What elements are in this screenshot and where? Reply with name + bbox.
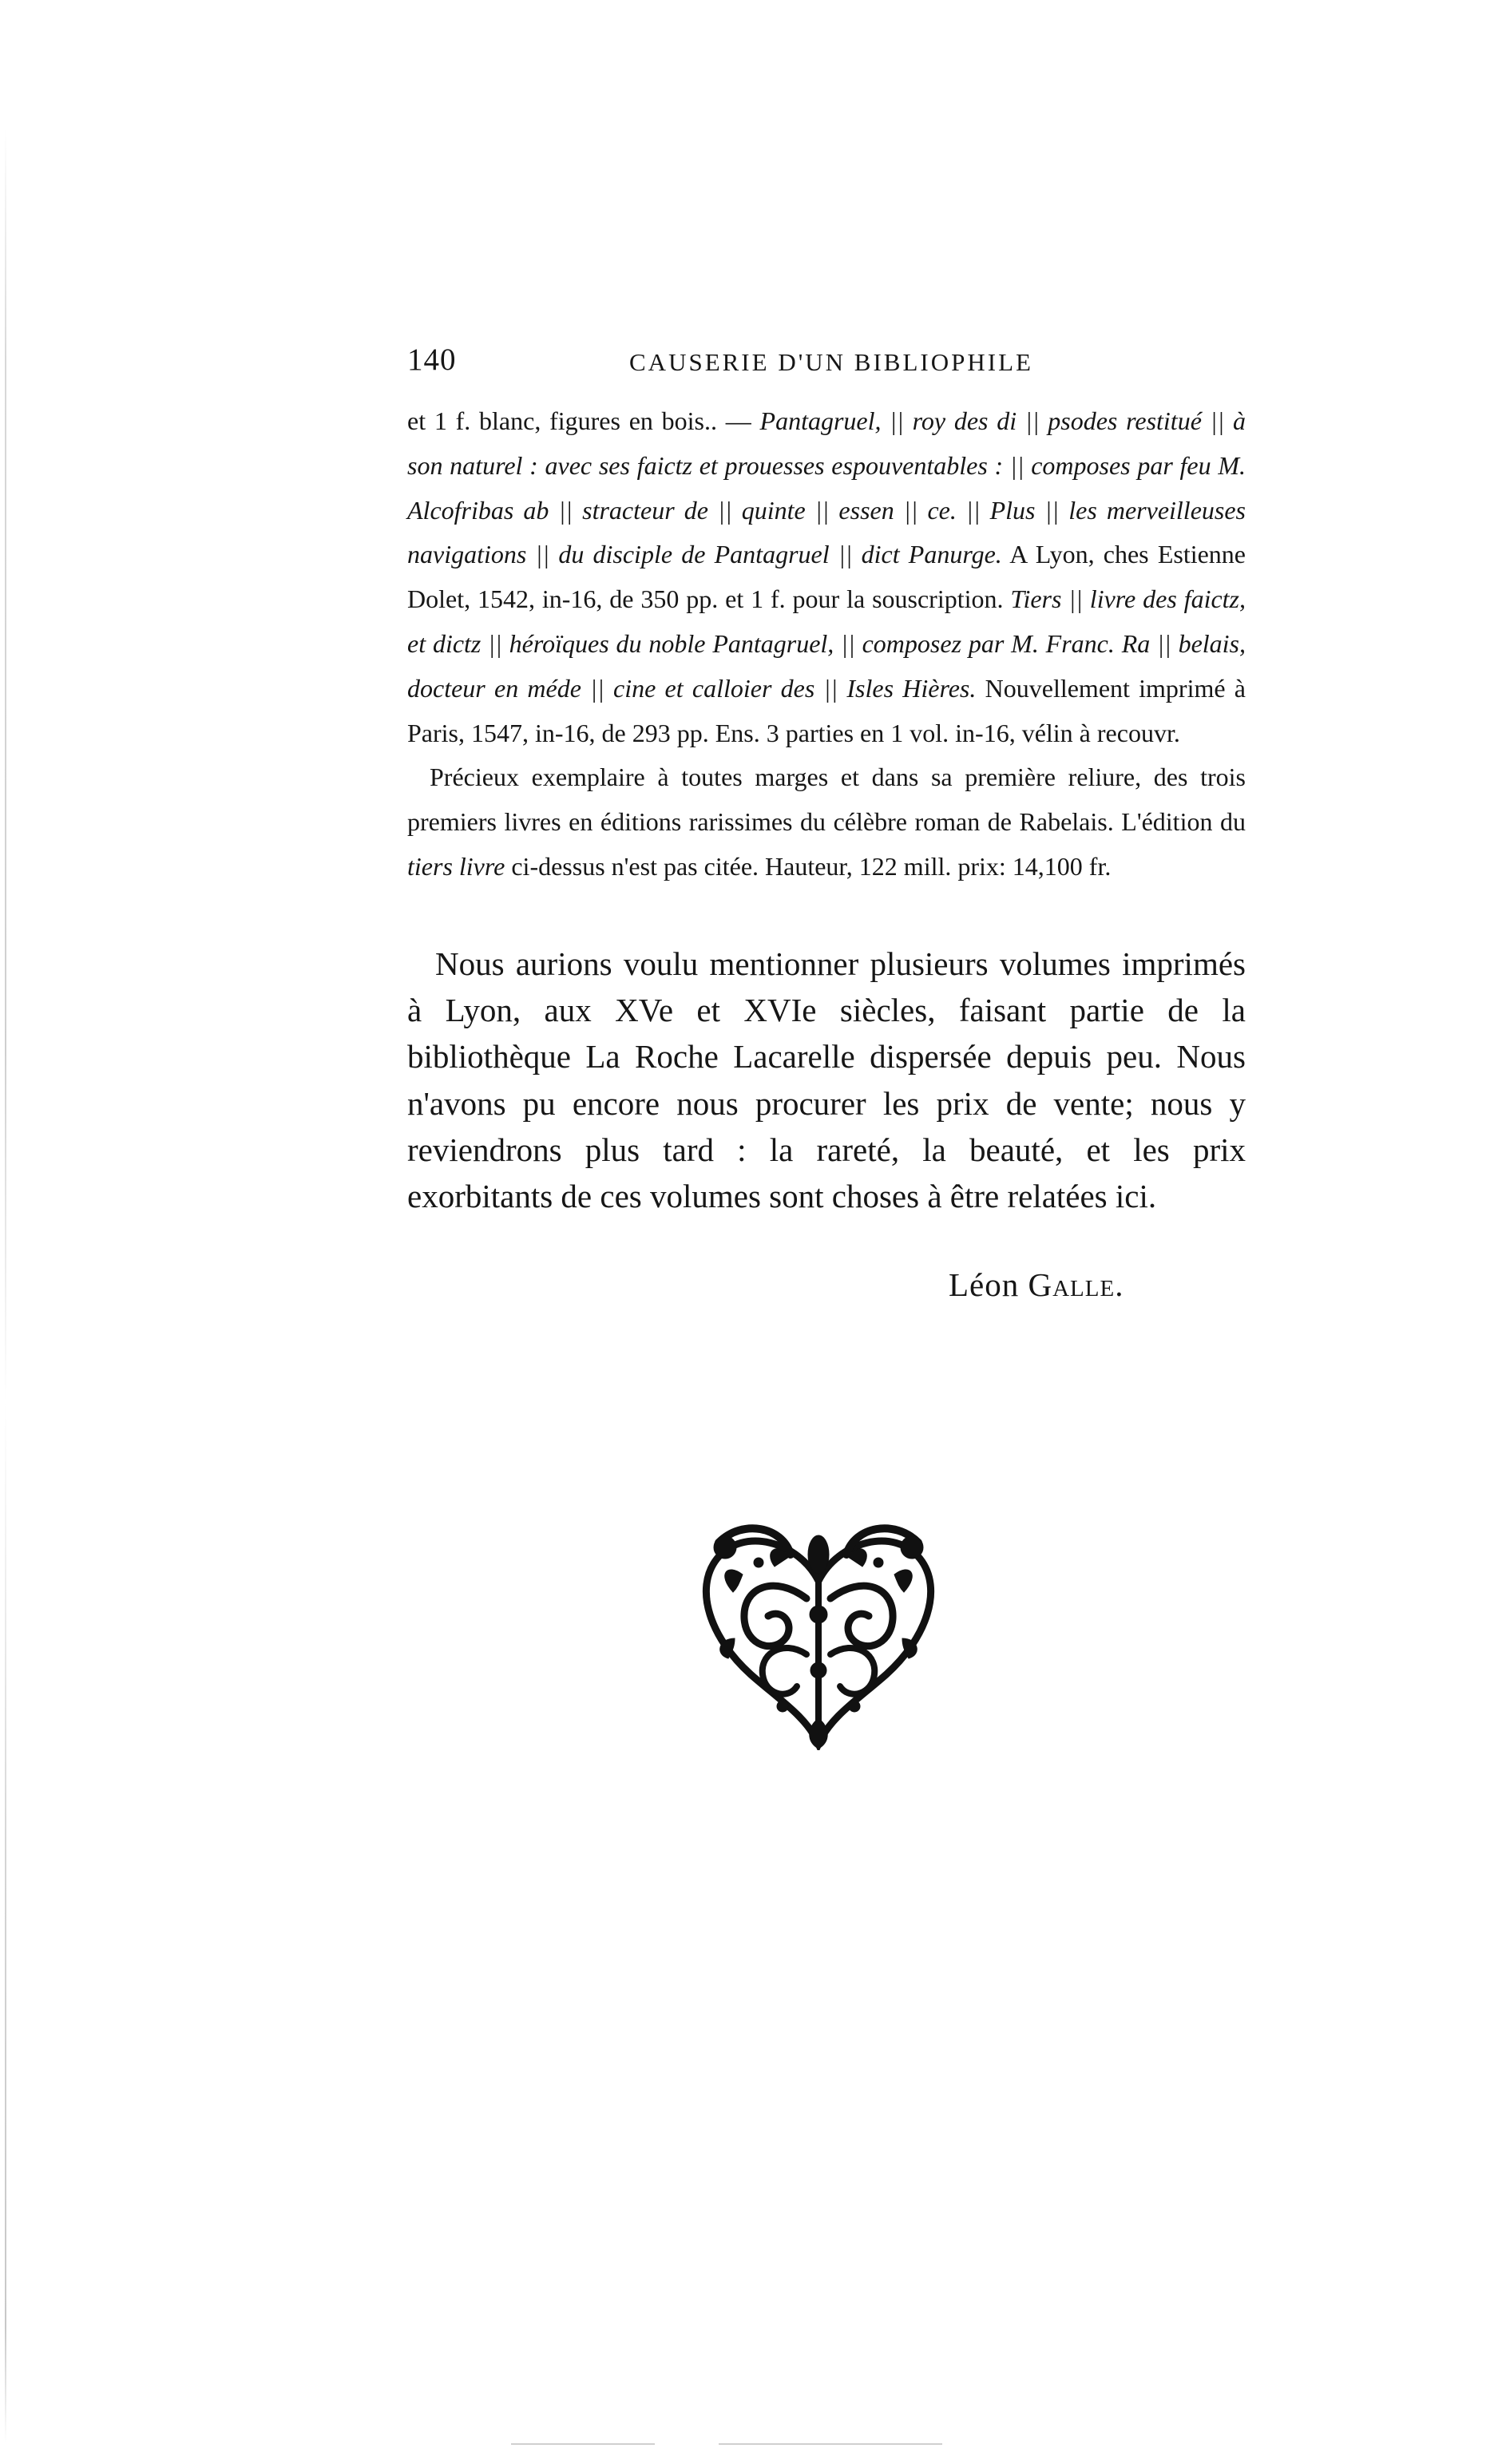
notice-text: ci-dessus n'est pas citée. Hauteur, 122 mill. prix: 14,100 fr. [505, 851, 1112, 881]
notice-text: et 1 f. blanc, figures en bois.. — [407, 406, 760, 435]
scan-bottom-rule [719, 2443, 942, 2445]
page-number: 140 [407, 343, 457, 377]
main-text [407, 941, 1246, 1219]
running-head: CAUSERIE D'UN BIBLIOPHILE [629, 348, 1033, 376]
notice-title-italic: tiers livre [407, 851, 505, 881]
notice-text: Précieux exemplaire à toutes marges et dans sa première reliure, des trois premiers livres en éditions rarissimes du célèbre roman de Rabelais. L'édition du [407, 763, 1246, 837]
signature-first-name: Léon [949, 1266, 1028, 1303]
notice-title-italic: Tiers || livre des faictz, et dictz || héroïques du noble Pantagruel, || composez par M. Franc. Ra || belais, docteur en méde || cine et calloier des || Isles Hières. [407, 584, 1246, 703]
author-signature [949, 1266, 1124, 1304]
notice-description [407, 755, 1246, 889]
notice-title-italic: Pantagruel, || roy des di || psodes restitué || à son naturel : avec ses faictz et prouesses espouventables : || composes par feu M. Alcofribas ab || stracteur de || quinte || essen || ce. || Plus || les merveilleuses navigations || du disciple de Pantagruel || dict Panurge. [407, 406, 1246, 569]
page-header [407, 342, 1246, 390]
body-paragraph: Nous aurions voulu mentionner plusieurs volumes imprimés à Lyon, aux XVe et XVIe siècles, faisant partie de la bibliothèque La Roche Lacarelle dispersée depuis peu. Nous n'avons pu encore nous procurer les prix de vente; nous y reviendrons plus tard : la rareté, la beauté, et les prix exorbitants de ces volumes sont choses à être relatées ici. [407, 945, 1246, 1215]
notice-text: Nouvellement imprimé à Paris, 1547, in-16, de 293 pp. Ens. 3 parties en 1 vol. in-16, vélin à recouvr. [407, 673, 1246, 747]
bibliographic-notice [407, 399, 1246, 889]
notice-entry [407, 399, 1246, 755]
notice-text: A Lyon, ches Estienne Dolet, 1542, in-16, de 350 pp. et 1 f. pour la souscription. [407, 540, 1246, 614]
scan-bottom-rule [511, 2443, 655, 2445]
fleuron-heart-ornament-icon [687, 1519, 950, 1750]
signature-last-name: Galle. [1028, 1266, 1124, 1303]
scan-edge-artifact [5, 128, 6, 2443]
